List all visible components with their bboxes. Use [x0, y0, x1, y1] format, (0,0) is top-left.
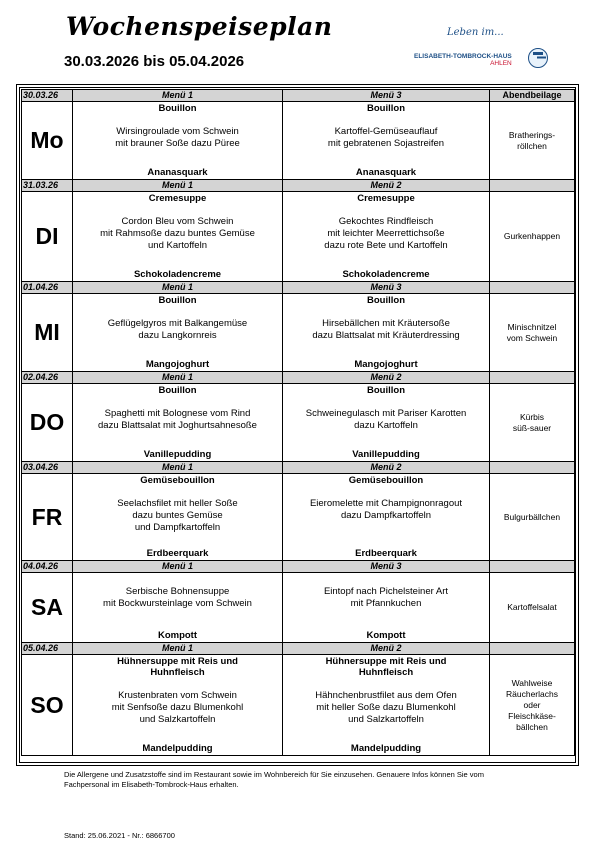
menu-1-dessert: Vanillepudding — [143, 449, 212, 460]
stand-info: Stand: 25.06.2021 - Nr.: 6866700 — [64, 831, 175, 840]
day-date: 03.04.26 — [22, 462, 73, 474]
day-name: MI — [22, 294, 73, 372]
menu-2-soup: Bouillon — [367, 295, 405, 306]
evening-header-blank — [490, 561, 575, 573]
evening-header-blank — [490, 462, 575, 474]
day-header-row — [22, 282, 575, 294]
evening-side: Bulgurbällchen — [490, 474, 575, 561]
menu-2-label: Menü 2 — [283, 643, 490, 655]
menu-2-dessert: Schokoladencreme — [342, 269, 430, 280]
menu-1-main: Serbische Bohnensuppe mit Bockwursteinlage vom Schwein — [103, 586, 252, 609]
day-name: DO — [22, 384, 73, 462]
menu-1-cell — [73, 655, 283, 756]
menu-2-cell — [283, 474, 490, 561]
menu-2-cell — [283, 573, 490, 643]
day-name: SO — [22, 655, 73, 756]
day-header-row — [22, 180, 575, 192]
menu-1-soup: Bouillon — [158, 385, 197, 396]
evening-side: Wahlweise Räucherlachs oder Fleischkäse- bällchen — [490, 655, 575, 756]
menu-2-soup: Hühnersuppe mit Reis und Huhnfleisch — [325, 656, 447, 678]
evening-header-blank — [490, 282, 575, 294]
menu-1-soup: Gemüsebouillon — [140, 475, 215, 486]
evening-header-blank — [490, 643, 575, 655]
house-logo-icon — [528, 48, 548, 68]
menu-1-label: Menü 1 — [73, 282, 283, 294]
menu-1-soup: Cremesuppe — [148, 193, 207, 204]
evening-header: Abendbeilage — [490, 90, 575, 102]
menu-2-soup: Cremesuppe — [357, 193, 415, 204]
menu-2-cell — [283, 655, 490, 756]
day-menu-row — [22, 573, 575, 643]
day-header-row — [22, 90, 575, 102]
day-date: 31.03.26 — [22, 180, 73, 192]
menu-2-dessert: Erdbeerquark — [355, 548, 417, 559]
evening-side: Kartoffelsalat — [490, 573, 575, 643]
menu-2-main: Gekochtes Rindfleisch mit leichter Meerrettichsoße dazu rote Bete und Kartoffeln — [324, 216, 448, 251]
day-header-row — [22, 372, 575, 384]
menu-1-cell — [73, 474, 283, 561]
menu-1-dessert: Mandelpudding — [142, 743, 213, 754]
day-date: 04.04.26 — [22, 561, 73, 573]
menu-2-main: Schweinegulasch mit Pariser Karotten dazu Kartoffeln — [305, 408, 467, 431]
menu-1-soup: Bouillon — [158, 295, 197, 306]
day-header-row — [22, 462, 575, 474]
menu-1-label: Menü 1 — [73, 180, 283, 192]
menu-1-main: Spaghetti mit Bolognese vom Rind dazu Blattsalat mit Joghurtsahnesoße — [98, 408, 257, 431]
menu-1-cell — [73, 192, 283, 282]
menu-1-label: Menü 1 — [73, 643, 283, 655]
menu-2-label: Menü 3 — [283, 90, 490, 102]
menu-1-soup: Bouillon — [158, 103, 197, 114]
menu-1-label: Menü 1 — [73, 462, 283, 474]
menu-2-main: Kartoffel-Gemüseauflauf mit gebratenen Sojastreifen — [327, 126, 445, 149]
menu-1-cell — [73, 102, 283, 180]
menu-2-main: Eieromelette mit Champignonragout dazu Dampfkartoffeln — [309, 498, 463, 521]
menu-1-dessert: Ananasquark — [147, 167, 208, 178]
menu-1-dessert: Erdbeerquark — [146, 548, 209, 559]
day-menu-row — [22, 384, 575, 462]
menu-2-label: Menü 2 — [283, 462, 490, 474]
day-name: Mo — [22, 102, 73, 180]
menu-2-label: Menü 2 — [283, 372, 490, 384]
evening-header-blank — [490, 180, 575, 192]
day-menu-row — [22, 655, 575, 756]
menu-1-dessert: Mangojoghurt — [145, 359, 210, 370]
allergen-note: Die Allergene und Zusatzstoffe sind im Restaurant sowie im Wohnbereich für Sie einzusehen. Genauere Infos können Sie vom Fachpersonal im Elisabeth-Tombrock-Haus erhalten. — [64, 770, 484, 789]
menu-2-cell — [283, 294, 490, 372]
menu-1-main: Krustenbraten vom Schwein mit Senfsoße dazu Blumenkohl und Salzkartoffeln — [111, 690, 244, 725]
day-date: 05.04.26 — [22, 643, 73, 655]
day-date: 30.03.26 — [22, 90, 73, 102]
menu-table — [21, 89, 575, 756]
page-title: Wochenspeiseplan — [66, 12, 333, 41]
menu-1-label: Menü 1 — [73, 561, 283, 573]
menu-1-dessert: Schokoladencreme — [133, 269, 222, 280]
menu-2-dessert: Ananasquark — [355, 167, 417, 178]
menu-2-main: Hähnchenbrustfilet aus dem Ofen mit heller Soße dazu Blumenkohl und Salzkartoffeln — [315, 690, 457, 725]
menu-2-cell — [283, 192, 490, 282]
day-date: 01.04.26 — [22, 282, 73, 294]
menu-2-main: Hirsebällchen mit Kräutersoße dazu Blattsalat mit Kräuterdressing — [312, 318, 460, 341]
menu-1-label: Menü 1 — [73, 372, 283, 384]
menu-2-cell — [283, 384, 490, 462]
day-menu-row — [22, 102, 575, 180]
brand-sub: AHLEN — [490, 60, 512, 67]
evening-header-blank — [490, 372, 575, 384]
menu-2-dessert: Mangojoghurt — [354, 359, 418, 370]
menu-2-dessert: Mandelpudding — [350, 743, 422, 754]
day-header-row — [22, 561, 575, 573]
day-date: 02.04.26 — [22, 372, 73, 384]
evening-side: Gurkenhappen — [490, 192, 575, 282]
evening-side: Minischnitzel vom Schwein — [490, 294, 575, 372]
menu-2-main: Eintopf nach Pichelsteiner Art mit Pfannkuchen — [323, 586, 449, 609]
menu-2-soup: Bouillon — [367, 103, 405, 114]
day-name: FR — [22, 474, 73, 561]
menu-2-dessert: Vanillepudding — [352, 449, 420, 460]
menu-1-main: Seelachsfilet mit heller Soße dazu buntes Gemüse und Dampfkartoffeln — [117, 498, 238, 533]
menu-2-label: Menü 2 — [283, 180, 490, 192]
menu-1-cell — [73, 294, 283, 372]
tagline: Leben im... — [447, 27, 504, 38]
menu-1-dessert: Kompott — [157, 630, 198, 641]
menu-2-dessert: Kompott — [366, 630, 406, 641]
menu-1-soup: Hühnersuppe mit Reis und Huhnfleisch — [117, 656, 238, 678]
menu-2-soup: Gemüsebouillon — [348, 475, 424, 486]
evening-side: Bratherings- röllchen — [490, 102, 575, 180]
day-menu-row — [22, 294, 575, 372]
menu-2-cell — [283, 102, 490, 180]
menu-1-label: Menü 1 — [73, 90, 283, 102]
brand-name: ELISABETH-TOMBROCK-HAUS — [414, 53, 512, 60]
menu-1-cell — [73, 573, 283, 643]
day-menu-row — [22, 192, 575, 282]
day-name: DI — [22, 192, 73, 282]
brand-logo-text — [414, 53, 512, 67]
menu-2-label: Menü 3 — [283, 282, 490, 294]
menu-2-label: Menü 3 — [283, 561, 490, 573]
menu-1-main: Geflügelgyros mit Balkangemüse dazu Langkornreis — [107, 318, 248, 341]
date-range: 30.03.2026 bis 05.04.2026 — [64, 53, 245, 70]
menu-1-cell — [73, 384, 283, 462]
day-header-row — [22, 643, 575, 655]
day-name: SA — [22, 573, 73, 643]
menu-1-main: Wirsingroulade vom Schwein mit brauner Soße dazu Püree — [115, 126, 240, 149]
day-menu-row — [22, 474, 575, 561]
evening-side: Kürbis süß-sauer — [490, 384, 575, 462]
menu-1-main: Cordon Bleu vom Schwein mit Rahmsoße dazu buntes Gemüse und Kartoffeln — [100, 216, 255, 251]
menu-2-soup: Bouillon — [367, 385, 405, 396]
